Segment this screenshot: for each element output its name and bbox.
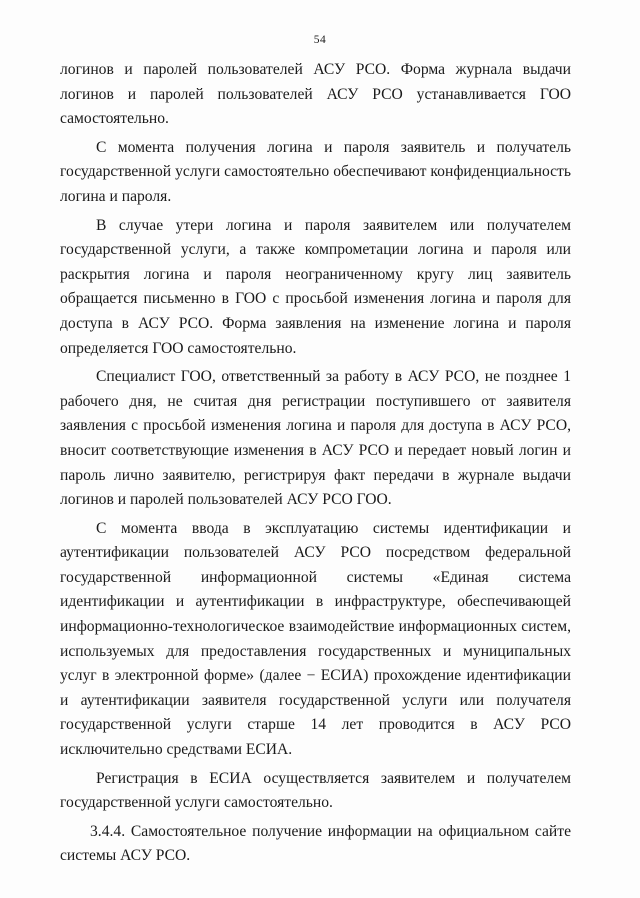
paragraph-lost-credentials: В случае утери логина и пароля заявителем или получателем государственной услуги, а также компрометации логина и пароля или раскрытия логина и пароля неограниченному кругу лиц заявитель обращается письменно в ГОО с просьбой изменения логина и пароля для доступа в АСУ РСО. Форма заявления на изменение логина и пароля определяется ГОО самостоятельно.: [60, 216, 571, 357]
paragraph-continuation: логинов и паролей пользователей АСУ РСО. Форма журнала выдачи логинов и паролей пользователей АСУ РСО устанавливается ГОО самостоятельно.: [60, 61, 571, 128]
document-body: [60, 58, 571, 873]
paragraph-esia-registration: Регистрация в ЕСИА осуществляется заявителем и получателем государственной услуги самостоятельно.: [60, 769, 571, 812]
page-number: 54: [313, 34, 327, 46]
paragraph-esia-authentication: С момента ввода в эксплуатацию системы идентификации и аутентификации пользователей АСУ РСО посредством федеральной государственной информационной системы «Единая система идентификации и аутентификации в инфраструктуре, обеспечивающей информационно-технологическое взаимодействие информационных систем, используемых для предоставления государственных и муниципальных услуг в электронной форме» (далее − ЕСИА) прохождение идентификации и аутентификации заявителя государственной услуги или получателя государственной услуги старше 14 лет проводится в АСУ РСО исключительно средствами ЕСИА.: [60, 519, 571, 759]
section-heading-3-4-4: 3.4.4. Самостоятельное получение информации на официальном сайте системы АСУ РСО.: [60, 822, 571, 865]
paragraph-specialist-duties: Специалист ГОО, ответственный за работу в АСУ РСО, не позднее 1 рабочего дня, не считая дня регистрации поступившего от заявителя заявления с просьбой изменения логина и пароля для доступа в АСУ РСО, вносит соответствующие изменения в АСУ РСО и передает новый логин и пароль лично заявителю, регистрируя факт передачи в журнале выдачи логинов и паролей пользователей АСУ РСО ГОО.: [60, 368, 571, 509]
paragraph-confidentiality: С момента получения логина и пароля заявитель и получатель государственной услуги самостоятельно обеспечивают конфиденциальность логина и пароля.: [60, 138, 571, 205]
